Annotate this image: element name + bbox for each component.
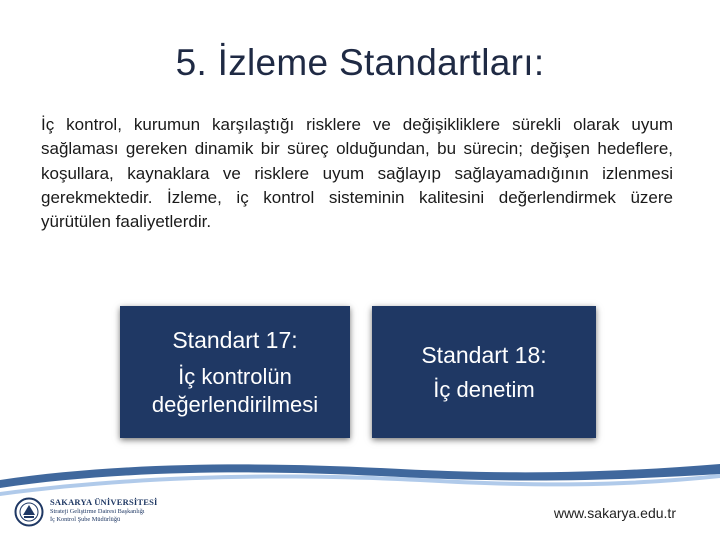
- standard-17-subtitle: İç kontrolün değerlendirilmesi: [151, 364, 319, 417]
- slide-body-text: İç kontrol, kurumun karşılaştığı risklere ve değişikliklere sürekli olarak uyum sağlaması gereken dinamik bir süreç olduğundan, bu sürecin; değişen hedeflere, koşullara, kaynaklara ve risklere uyum sağlayıp sağlayamadığının izlenmesi gerekmektedir. İzleme, iç kontrol sisteminin kalitesini değerlendirmek üzere yürütülen faaliyetlerdir.: [41, 115, 673, 232]
- university-logo: [14, 496, 184, 530]
- logo-university-name: SAKARYA ÜNİVERSİTESİ: [50, 497, 158, 507]
- standard-18-box: [372, 306, 596, 438]
- slide-title: 5. İzleme Standartları:: [175, 42, 545, 83]
- standard-17-title: Standart 17:: [172, 327, 298, 353]
- logo-department: Strateji Geliştirme Dairesi Başkanlığı: [50, 508, 145, 515]
- logo-text: [50, 497, 184, 524]
- standard-17-box: [120, 306, 350, 438]
- standard-18-subtitle: İç denetim: [433, 377, 535, 402]
- sakarya-university-emblem-icon: [14, 497, 44, 527]
- logo-unit: İç Kontrol Şube Müdürlüğü: [50, 516, 121, 523]
- standard-18-title: Standart 18:: [421, 342, 547, 368]
- footer-url: www.sakarya.edu.tr: [553, 505, 676, 521]
